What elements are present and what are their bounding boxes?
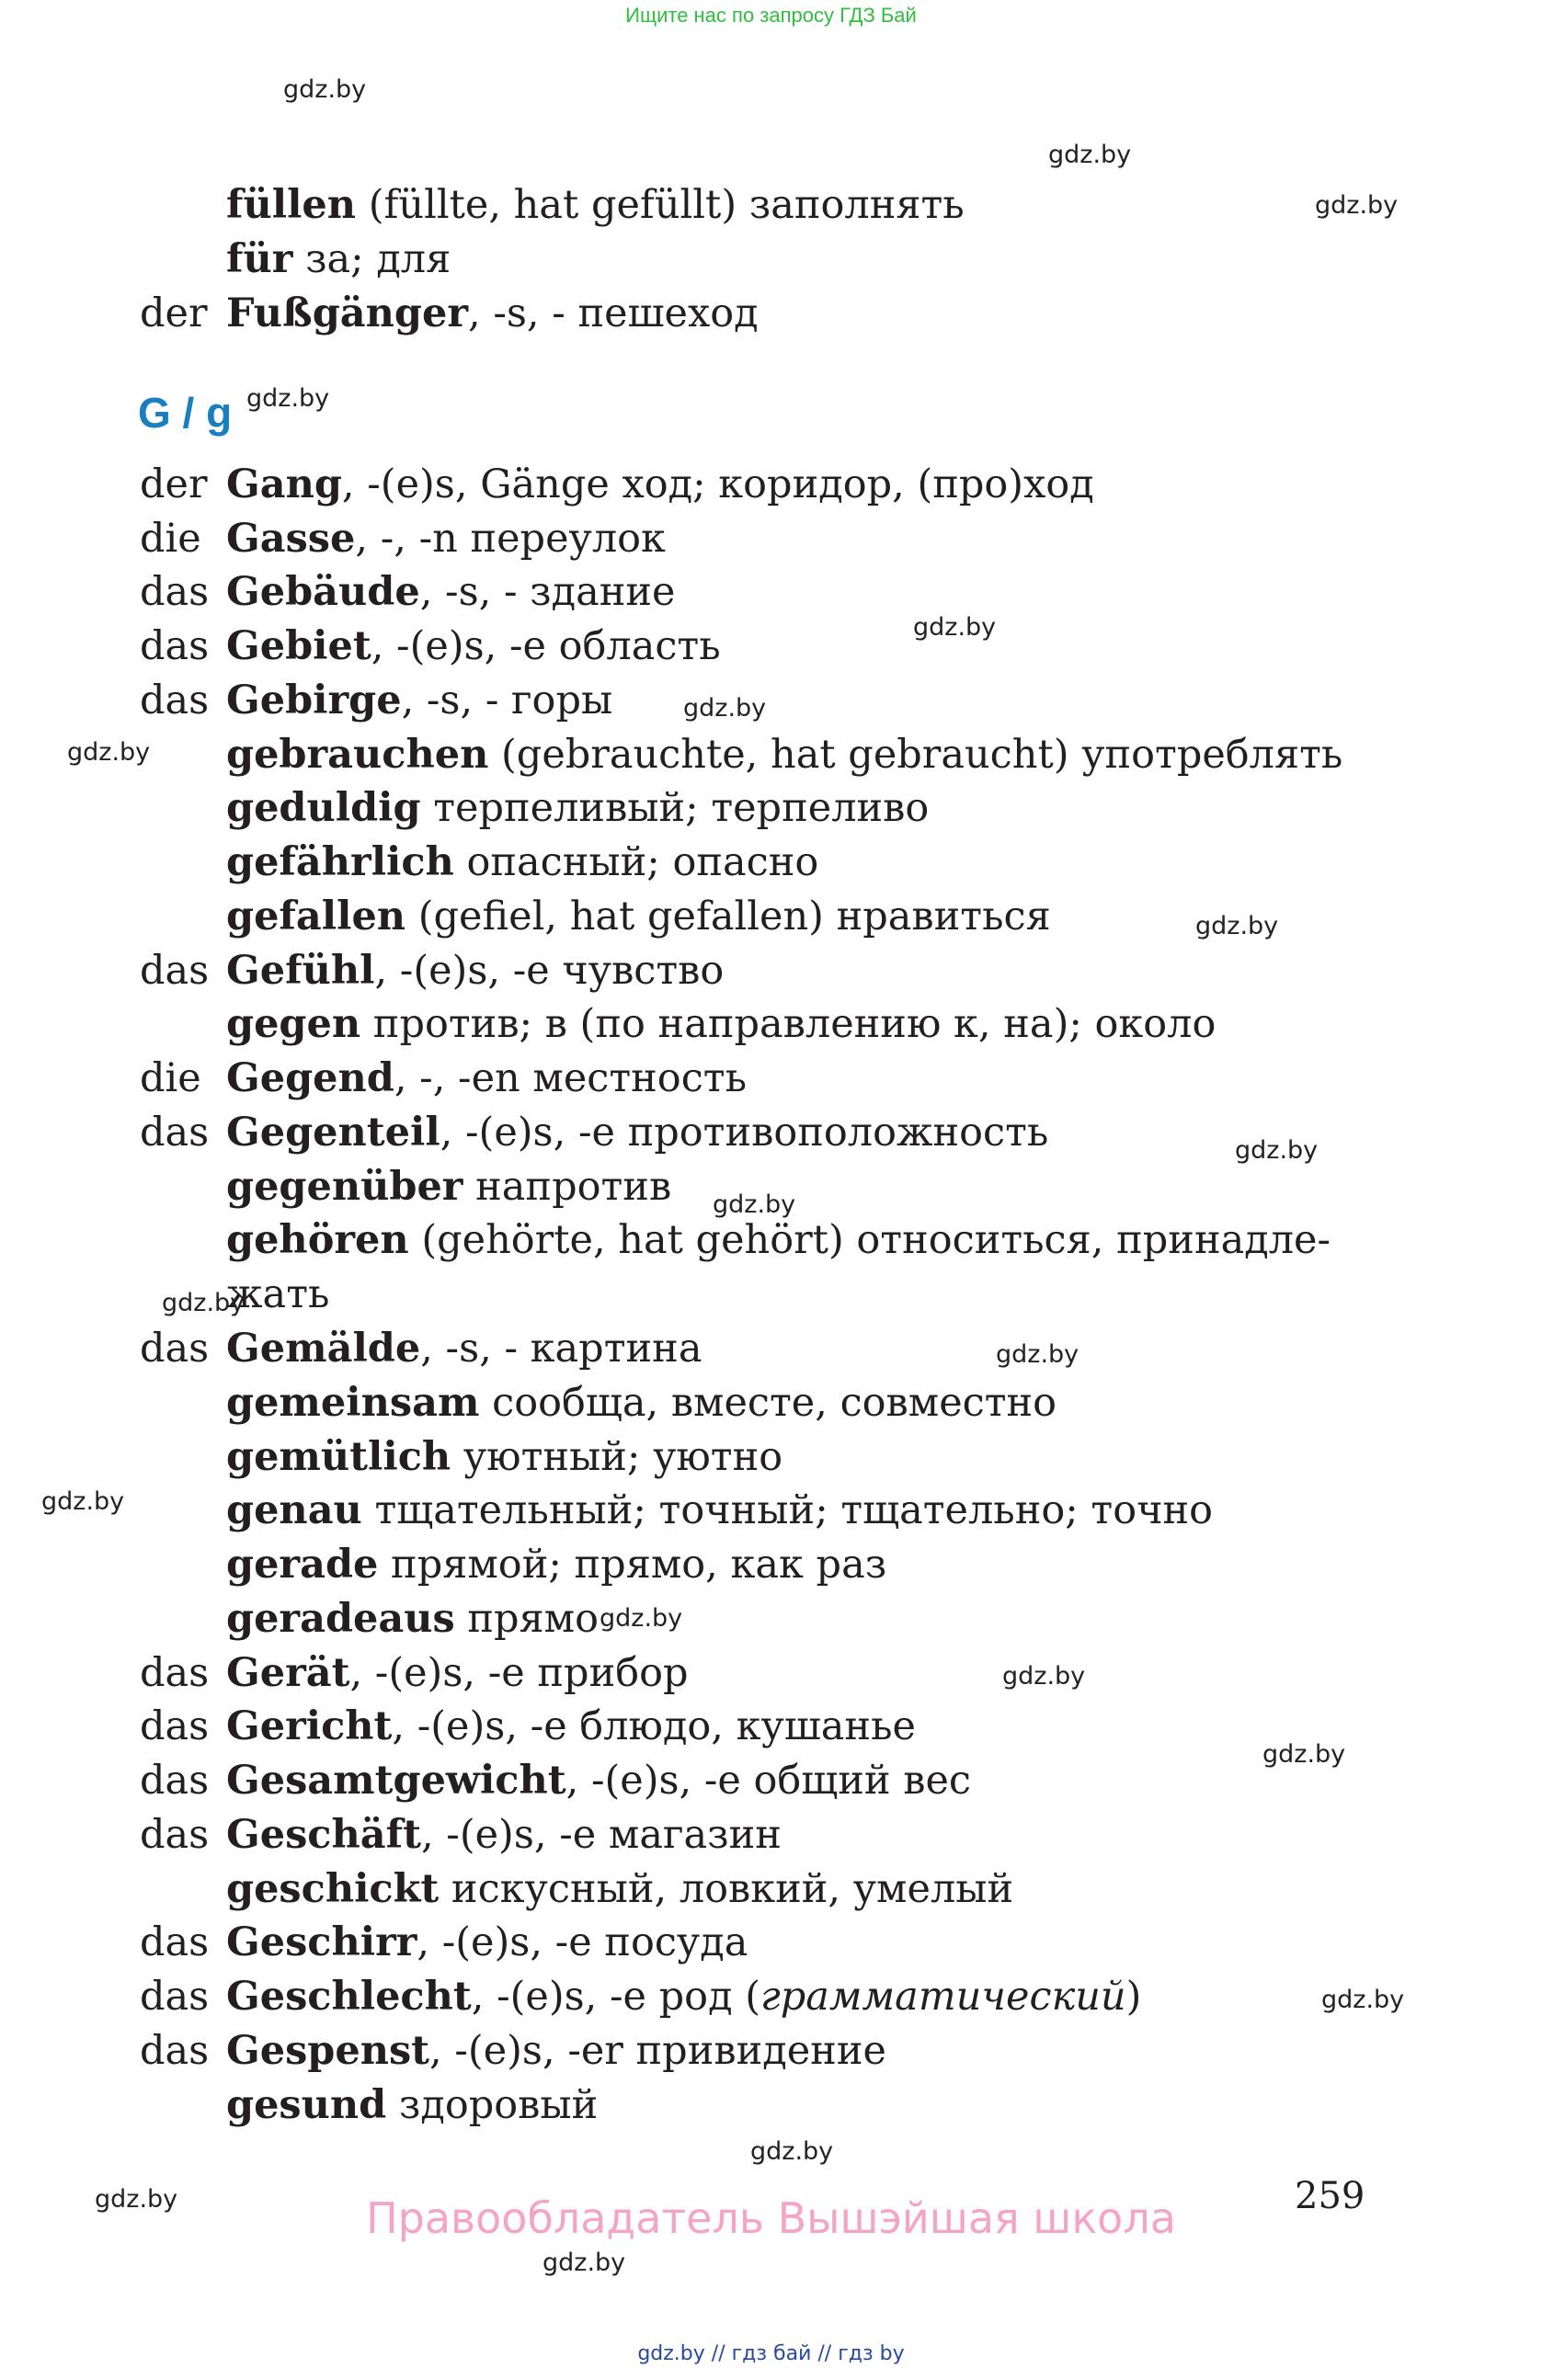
dictionary-entry [226,2082,599,2128]
entry-headword: Gebirge [226,678,402,723]
watermark: gdz.by [1048,141,1132,169]
entry-article: die [140,516,201,562]
entry-definition: прямой; прямо, как раз [378,1542,887,1588]
entry-headword: gefallen [226,894,406,939]
dictionary-entry [226,1326,702,1372]
dictionary-entry [226,1542,887,1588]
dictionary-entry [226,2028,886,2074]
entry-headword: Geschlecht [226,1974,472,2020]
entry-definition: (gebrauchte, hat gebraucht) употреблять [488,732,1343,778]
entry-headword: gefährlich [226,839,454,885]
entry-article: das [140,569,210,615]
entry-definition-tail: ) [1125,1974,1142,2020]
entry-headword: Gebäude [226,569,420,615]
entry-definition: опасный; опасно [453,839,819,885]
entry-definition: уютный; уютно [451,1434,783,1480]
dictionary-entry [226,569,676,615]
entry-headword: Gasse [226,516,356,562]
entry-definition: здоровый [386,2082,599,2128]
dictionary-entry [226,948,725,994]
entry-headword: gerade [226,1542,379,1588]
watermark: gdz.by [913,613,997,642]
entry-headword: Gespenst [226,2028,430,2074]
entry-definition: (füllte, hat gefüllt) заполнять [356,182,965,228]
entry-definition: , -(e)s, -e посуда [417,1919,748,1965]
entry-headword: für [226,236,293,282]
entry-headword: gehören [226,1217,409,1263]
dictionary-entry [226,1164,672,1210]
dictionary-entry [226,1974,1142,2020]
entry-article: das [140,1758,210,1804]
section-heading: G / g [138,389,233,437]
entry-definition: , -s, - здание [419,569,676,615]
entry-headword: gemeinsam [226,1380,480,1426]
dictionary-entry [226,1380,1057,1426]
watermark: gdz.by [41,1487,125,1516]
entry-article: das [140,948,210,994]
entry-article: das [140,2028,210,2074]
entry-headword: Gefühl [226,948,375,994]
dictionary-entry [226,461,1094,507]
watermark: gdz.by [683,694,767,723]
dictionary-entry [226,1650,689,1696]
entry-definition: терпеливый; терпеливо [420,785,930,831]
watermark: gdz.by [1315,191,1399,220]
entry-article: die [140,1055,201,1101]
entry-definition: жать [226,1271,330,1317]
page-number: 259 [1295,2175,1365,2217]
entry-article: das [140,1812,210,1858]
entry-definition: , -(e)s, -e противоположность [440,1110,1049,1156]
entry-note-italic: грамматический [760,1974,1126,2020]
entry-definition: , -s, - картина [420,1326,702,1372]
entry-definition: , -s, - горы [401,678,613,723]
entry-headword: genau [226,1487,362,1533]
entry-headword: Gemälde [226,1326,421,1372]
entry-article: das [140,1703,210,1749]
entry-headword: gegenüber [226,1164,463,1210]
dictionary-entry [226,1217,1331,1263]
entry-headword: Gang [226,461,342,507]
entry-headword: gegen [226,1001,361,1047]
watermark: gdz.by [162,1289,246,1317]
watermark: gdz.by [713,1190,796,1219]
entry-definition: прямо [454,1596,600,1642]
entry-definition: , -(e)s, Gänge ход; коридор, (про)ход [341,461,1094,507]
entry-definition: искусный, ловкий, умелый [439,1866,1014,1912]
entry-headword: geduldig [226,785,421,831]
entry-definition: против; в (по направлению к, на); около [360,1001,1216,1047]
entry-definition: , -(e)s, -e род ( [471,1974,760,2020]
entry-definition: сообща, вместе, совместно [479,1380,1057,1426]
watermark: gdz.by [67,738,151,767]
entry-definition: , -(e)s, -e блюдо, кушанье [392,1703,916,1749]
entry-headword: gebrauchen [226,732,489,778]
watermark: gdz.by [1235,1136,1319,1165]
entry-headword: Gerät [226,1650,350,1696]
entry-headword: gesund [226,2082,387,2128]
watermark: gdz.by [996,1340,1079,1369]
watermark: gdz.by [600,1604,683,1633]
entry-definition: , -(e)s, -e прибор [349,1650,689,1696]
entry-definition: (gehörte, hat gehört) относиться, принадле- [408,1217,1331,1263]
dictionary-entry [226,182,965,228]
top-banner: Ищите нас по запросу ГДЗ Бай [625,4,917,27]
entry-article: das [140,623,210,669]
entry-headword: gemütlich [226,1434,451,1480]
entry-definition: , -(e)s, -e чувство [374,948,725,994]
watermark: gdz.by [95,2185,178,2214]
entry-headword: Gegend [226,1055,394,1101]
entry-article: das [140,678,210,723]
entry-headword: geradeaus [226,1596,455,1642]
watermark: gdz.by [246,384,330,413]
watermark: gdz.by [543,2249,626,2277]
watermark: gdz.by [283,75,367,104]
dictionary-entry [226,1919,748,1965]
entry-definition: , -(e)s, -e общий вес [565,1758,972,1804]
entry-definition: , -, -en местность [394,1055,747,1101]
dictionary-entry [226,1001,1216,1047]
dictionary-entry [226,1758,972,1804]
dictionary-entry [226,1812,782,1858]
dictionary-entry [226,1703,916,1749]
entry-headword: Geschirr [226,1919,417,1965]
dictionary-entry [226,894,1051,939]
entry-article: das [140,1110,210,1156]
dictionary-entry [226,1866,1014,1912]
dictionary-entry [226,678,613,723]
dictionary-entry [226,785,930,831]
entry-article: der [140,290,208,336]
entry-article: das [140,1974,210,2020]
dictionary-entry [226,623,721,669]
entry-definition: тщательный; точный; тщательно; точно [361,1487,1214,1533]
entry-headword: geschickt [226,1866,440,1912]
watermark: gdz.by [1195,912,1279,940]
dictionary-entry [226,732,1343,778]
entry-article: das [140,1650,210,1696]
watermark: gdz.by [750,2137,834,2166]
watermark: gdz.by [1321,1986,1405,2014]
copyright-notice: Правообладатель Вышэйшая школа [366,2193,1176,2243]
entry-definition: , -, -n переулок [355,516,666,562]
entry-definition: (gefiel, hat gefallen) нравиться [405,894,1051,939]
dictionary-entry [226,290,759,336]
dictionary-entry [226,1055,747,1101]
entry-definition: напротив [463,1164,672,1210]
dictionary-entry [226,839,819,885]
entry-definition: за; для [292,236,451,282]
entry-headword: Gegenteil [226,1110,440,1156]
watermark: gdz.by [1262,1740,1346,1769]
dictionary-entry [226,1434,783,1480]
footer-links[interactable]: gdz.by // гдз бай // гдз by [637,2342,905,2365]
entry-article: das [140,1326,210,1372]
entry-definition: , -(e)s, -er привидение [429,2028,886,2074]
entry-article: der [140,461,208,507]
dictionary-entry [226,1110,1049,1156]
dictionary-entry [226,1487,1214,1533]
watermark: gdz.by [1002,1662,1086,1691]
dictionary-entry [226,516,666,562]
entry-headword: Gericht [226,1703,393,1749]
entry-headword: füllen [226,182,357,228]
dictionary-entry [226,236,451,282]
entry-article: das [140,1919,210,1965]
entry-headword: Gesamtgewicht [226,1758,566,1804]
entry-headword: Gebiet [226,623,371,669]
entry-definition: , -s, - пешеход [467,290,759,336]
entry-definition: , -(e)s, -e область [371,623,721,669]
entry-definition: , -(e)s, -e магазин [420,1812,782,1858]
dictionary-entry [226,1596,600,1642]
entry-headword: Fußgänger [226,290,468,336]
entry-headword: Geschäft [226,1812,421,1858]
